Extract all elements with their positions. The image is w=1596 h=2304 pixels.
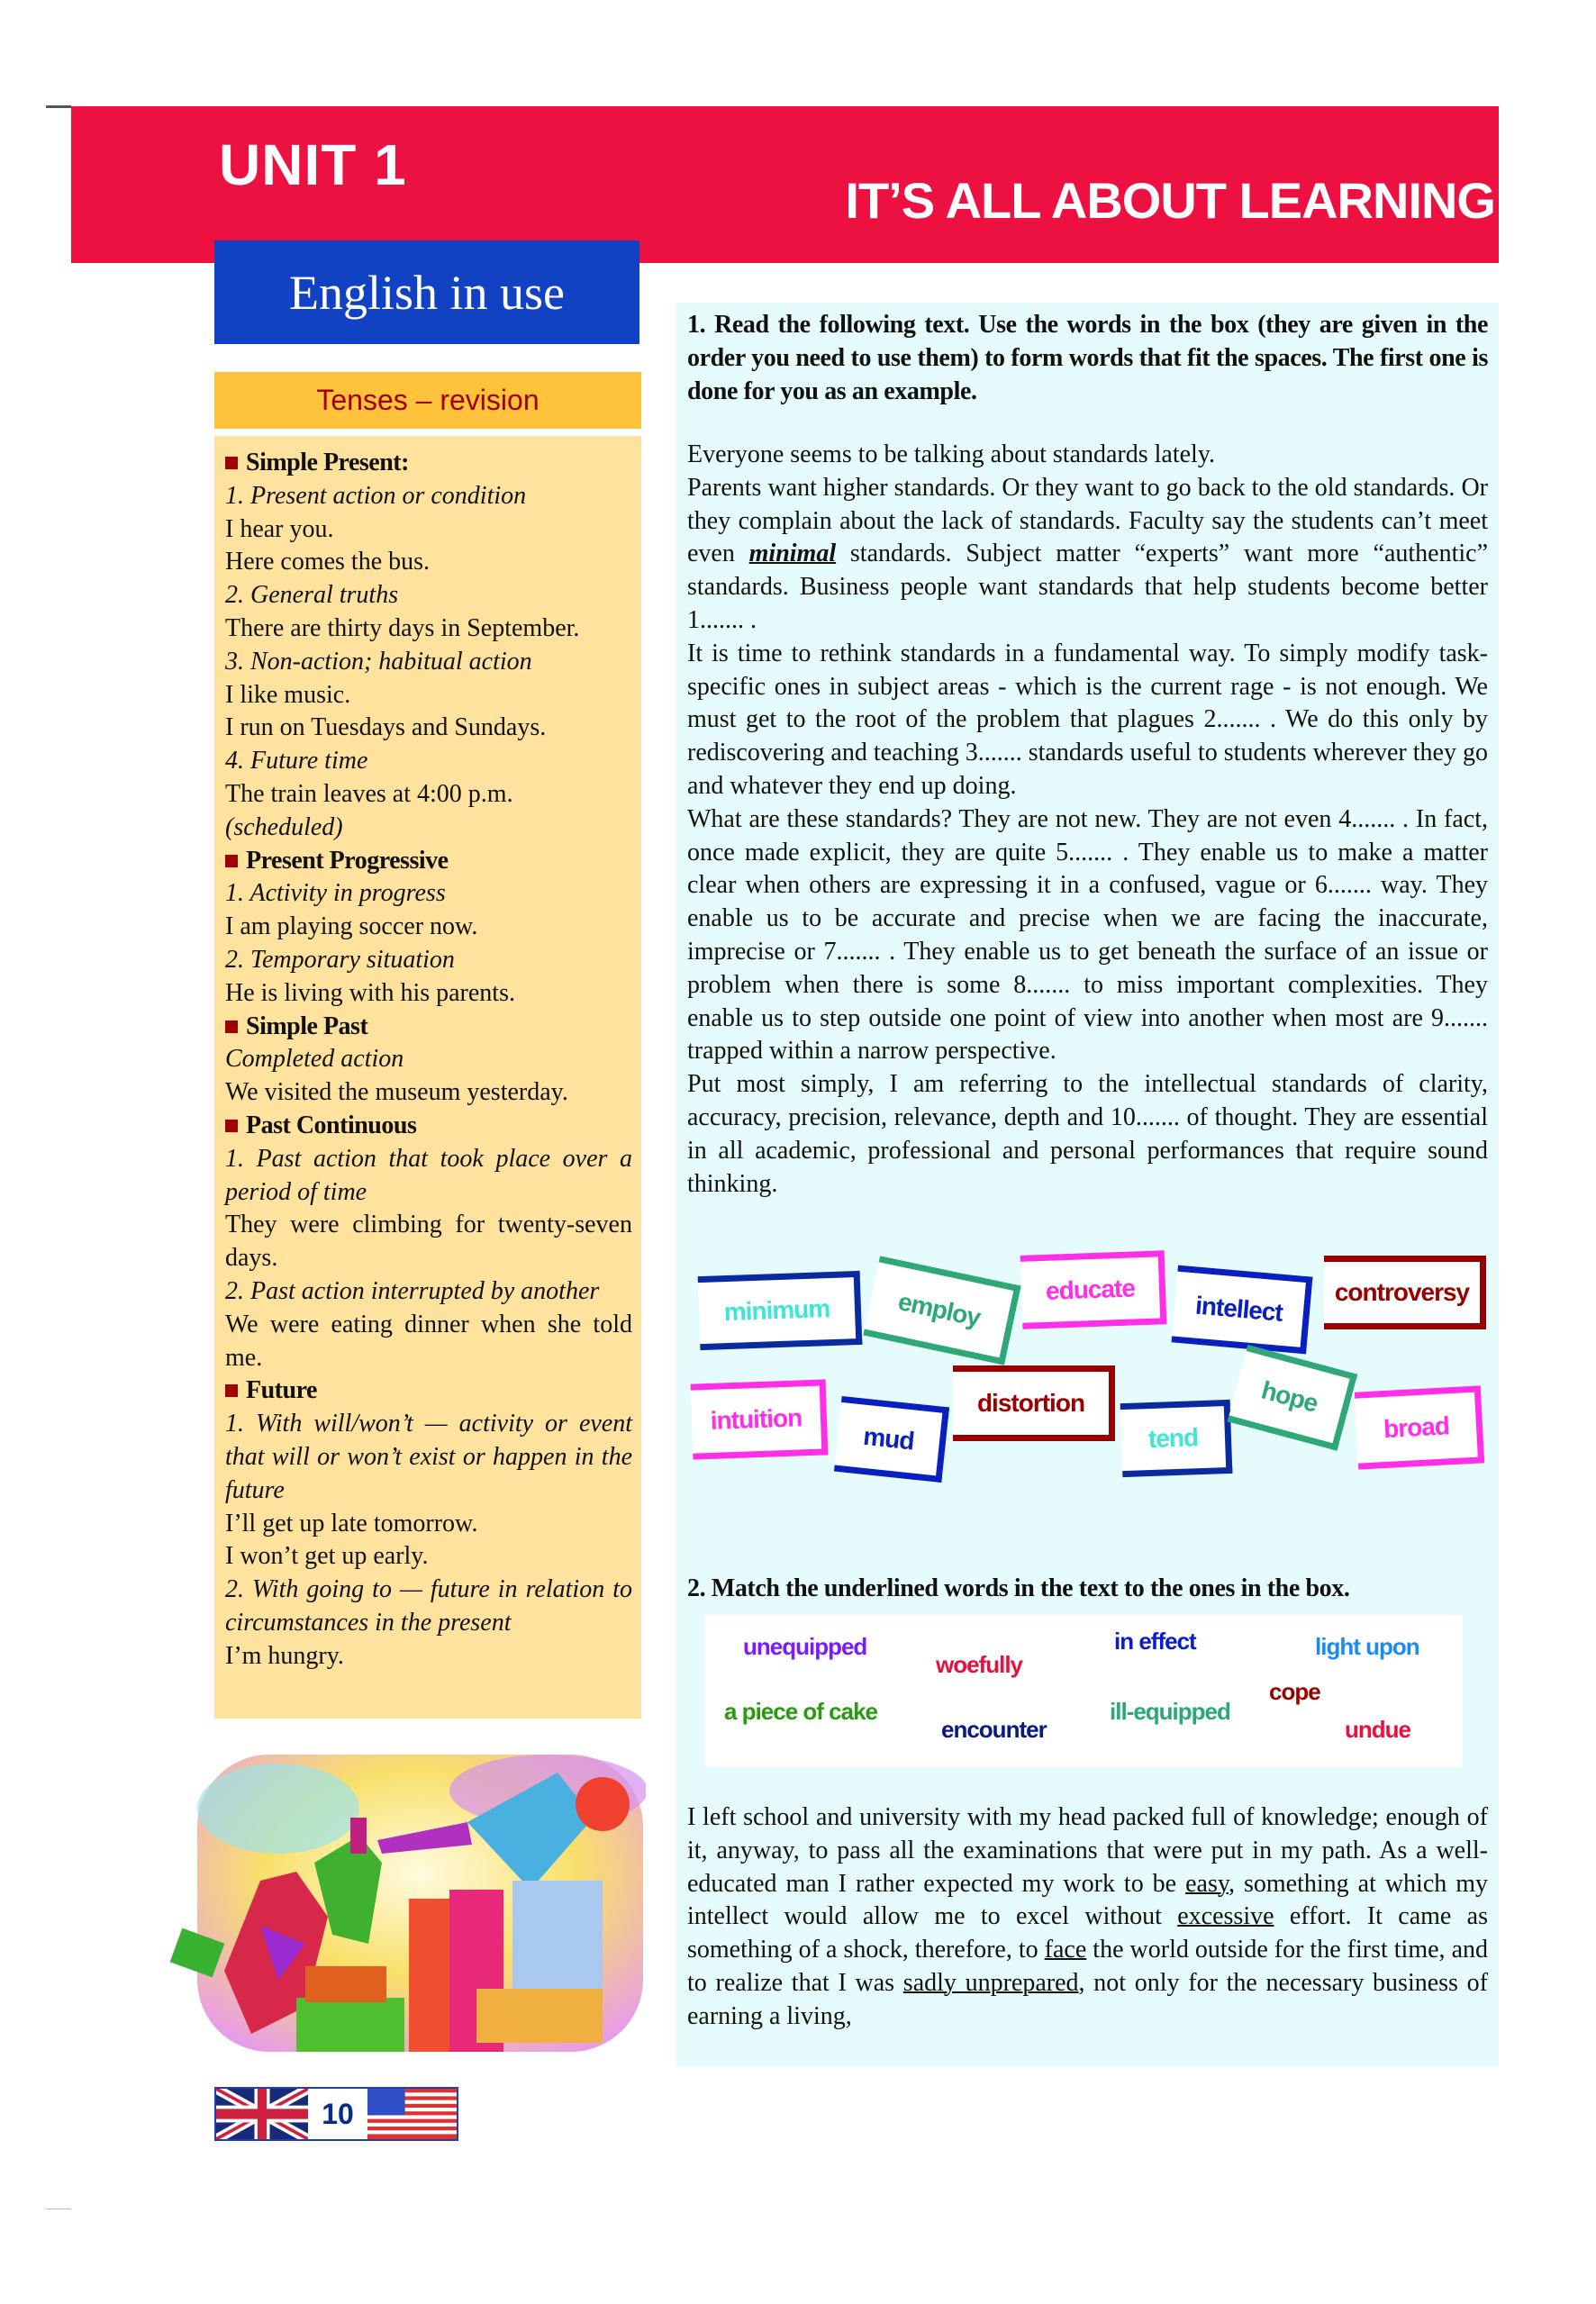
passage-paragraph: Everyone seems to be talking about standards lately. xyxy=(687,440,1216,468)
match-word: light upon xyxy=(1315,1633,1419,1660)
word-card-employ: employ xyxy=(863,1256,1020,1365)
passage-text: standards. Subject matter “experts” want more “authentic” standards. Business people want standards that help students become better 1....... . xyxy=(687,540,1488,634)
usage-description: 2. Past action interrupted by another xyxy=(225,1276,600,1305)
word-card-intuition: intuition xyxy=(691,1379,829,1459)
word-card-minimum: minimum xyxy=(698,1271,863,1350)
tense-heading: Present Progressive xyxy=(225,845,632,878)
usage-description: (scheduled) xyxy=(225,812,343,841)
usage-description: 1. Activity in progress xyxy=(225,879,446,908)
word-card-intellect: intellect xyxy=(1172,1265,1313,1355)
page-footer-flags xyxy=(214,2087,458,2141)
match-word: unequipped xyxy=(743,1633,867,1660)
underlined-word: face xyxy=(1044,1936,1087,1964)
learning-illustration xyxy=(170,1737,646,2055)
tense-heading: Past Continuous xyxy=(225,1110,632,1143)
underlined-word: easy xyxy=(1185,1869,1229,1898)
match-word: cope xyxy=(1269,1678,1320,1705)
example-sentence: I like music. xyxy=(225,680,351,709)
exercise-1-instruction: 1. Read the following text. Use the words in the box (they are given in the order you need to use them) to form words that fit the spaces. The first one is done for you as an example. xyxy=(687,311,1488,405)
usage-description: 3. Non-action; habitual action xyxy=(225,647,532,676)
example-sentence: I run on Tuesdays and Sundays. xyxy=(225,713,547,742)
exercise-2-text xyxy=(687,1801,1488,2034)
example-sentence: We were eating dinner when she told me. xyxy=(225,1310,632,1372)
unit-number: UNIT 1 xyxy=(219,132,407,197)
grammar-reference-box xyxy=(214,436,641,1719)
exercise-2-instruction: 2. Match the underlined words in the text to the ones in the box. xyxy=(687,1574,1350,1602)
example-sentence: The train leaves at 4:00 p.m. xyxy=(225,779,513,808)
example-sentence: There are thirty days in September. xyxy=(225,613,580,642)
usage-description: 2. General truths xyxy=(225,581,399,610)
passage-paragraph: It is time to rethink standards in a fundamental way. To simply modify task-specific ones in subject areas - which is the current rage - is not enough. We must get to the root of the problem that plagues 2....... . We do this only by rediscovering and teaching 3....... standards useful to students wherever they go and whatever they end up doing. xyxy=(687,639,1488,800)
text-segment: effort. It came as something of a shock, therefore, to xyxy=(687,1902,1488,1964)
word-card-broad: broad xyxy=(1355,1385,1484,1469)
match-word: in effect xyxy=(1114,1628,1196,1655)
text-segment: I left school and university with my head packed full of knowledge; enough of it, anyway, to pass all the examinations that were put in my path. As a well-educated man I rather expected my work to be xyxy=(687,1803,1488,1898)
example-word: minimal xyxy=(748,540,837,568)
example-sentence: We visited the museum yesterday. xyxy=(225,1078,568,1107)
example-sentence: Here comes the bus. xyxy=(225,548,431,576)
usage-description: 1. Past action that took place over a period of time xyxy=(225,1144,632,1206)
text-segment: , not only for the necessary business of earning a living, xyxy=(687,1968,1488,2030)
example-sentence: He is living with his parents. xyxy=(225,978,515,1007)
example-sentence: I hear you. xyxy=(225,514,334,543)
match-word: a piece of cake xyxy=(724,1698,877,1725)
uk-flag-icon xyxy=(216,2089,308,2139)
underlined-word: sadly unprepared xyxy=(902,1968,1079,1997)
word-card-educate: educate xyxy=(1020,1250,1167,1329)
crop-mark xyxy=(46,105,71,108)
example-sentence: I am playing soccer now. xyxy=(225,912,478,941)
match-word-box xyxy=(705,1615,1463,1767)
text-segment: the world outside for the first time, and to realize that I was xyxy=(687,1936,1488,1997)
match-word: ill-equipped xyxy=(1110,1698,1230,1725)
example-sentence: I’ll get up late tomorrow. xyxy=(225,1509,478,1538)
usage-description: 2. Temporary situation xyxy=(225,945,455,974)
passage-paragraph: What are these standards? They are not new. They are not even 4....... . In fact, once made explicit, they are quite 5....... . They enable us to make a matter clear when others are expressing it in a confused, vague or 6....... way. They enable us to be accurate and precise when we are facing the inaccurate, imprecise or 7....... . They enable us to get beneath the surface of an issue or problem when there is some 8....... to miss important complexities. They enable us to step outside one point of view into another when most are 9....... trapped within a narrow perspective. xyxy=(687,804,1488,1066)
text-segment: , something at which my intellect would allow me to excel without xyxy=(687,1869,1489,1931)
usage-description: 2. With going to — future in relation to circumstances in the present xyxy=(225,1575,632,1637)
unit-title: IT’S ALL ABOUT LEARNING xyxy=(845,172,1495,229)
word-card-hope: hope xyxy=(1228,1345,1357,1451)
tense-heading: Simple Past xyxy=(225,1011,632,1044)
tense-heading: Future xyxy=(225,1374,632,1408)
word-card-controversy: controversy xyxy=(1324,1256,1486,1329)
usage-description: 1. Present action or condition xyxy=(225,481,527,510)
match-word: encounter xyxy=(941,1716,1047,1743)
us-flag-icon xyxy=(367,2089,457,2139)
reading-passage xyxy=(687,439,1488,1201)
page-number: 10 xyxy=(308,2089,367,2139)
example-sentence: They were climbing for twenty-seven days. xyxy=(225,1211,632,1273)
grammar-box-title: Tenses – revision xyxy=(214,372,641,429)
word-card-mud: mud xyxy=(834,1396,949,1483)
word-card-distortion: distortion xyxy=(953,1365,1115,1441)
section-title: English in use xyxy=(214,240,639,344)
match-word: undue xyxy=(1345,1716,1410,1743)
tense-heading: Simple Present: xyxy=(225,447,632,480)
usage-description: 1. With will/won’t — activity or event that will or won’t exist or happen in the future xyxy=(225,1410,632,1504)
underlined-word: excessive xyxy=(1177,1902,1274,1931)
example-sentence: I’m hungry. xyxy=(225,1641,344,1670)
match-word: woefully xyxy=(936,1651,1023,1678)
usage-description: 4. Future time xyxy=(225,747,368,776)
passage-paragraph: Put most simply, I am referring to the intellectual standards of clarity, accuracy, precision, relevance, depth and 10....... of thought. They are essential in all academic, professional and personal performances that require sound thinking. xyxy=(687,1070,1488,1198)
passage-paragraph xyxy=(687,472,1488,638)
example-sentence: I won’t get up early. xyxy=(225,1542,429,1571)
word-card-tend: tend xyxy=(1120,1400,1233,1477)
usage-description: Completed action xyxy=(225,1045,404,1074)
passage-text: Parents want higher standards. Or they want to go back to the old standards. Or they complain about the lack of standards. Faculty say the students can’t meet even xyxy=(687,473,1488,568)
